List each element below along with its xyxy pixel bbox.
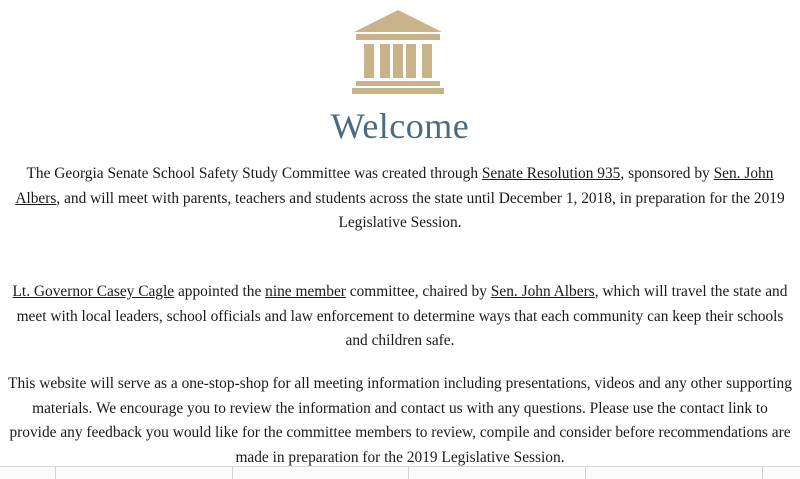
chair-link[interactable]: Sen. John Albers bbox=[490, 283, 595, 300]
lt-governor-link[interactable]: Lt. Governor Casey Cagle bbox=[12, 283, 175, 300]
nine-member-link[interactable]: nine member bbox=[265, 283, 346, 300]
intro-paragraph: The Georgia Senate School Safety Study Committee was created through Senate Resolution 935, sponsored by Sen. John Albers, and will meet with parents, teachers and students across the state until December 1, 2018, in preparation for the 2019 Legislative Session. bbox=[15, 165, 785, 231]
website-paragraph: This website will serve as a one-stop-shop for all meeting information including presentations, videos and any other supporting materials. We encourage you to review the information and contact us with any questions. Please use the contact link to provide any feedback you would like for the committee members to review, compile and consider before recommendations are made in preparation for the 2019 Legislative Session. bbox=[8, 375, 792, 466]
senate-resolution-link[interactable]: Senate Resolution 935 bbox=[481, 165, 621, 182]
sponsor-link[interactable]: Sen. John Albers bbox=[15, 165, 774, 207]
page-title: Welcome bbox=[330, 106, 470, 146]
bottom-divider bbox=[0, 466, 800, 479]
committee-paragraph: Lt. Governor Casey Cagle appointed the nine member committee, chaired by Sen. John Albers, which will travel the state and meet with local leaders, school officials and law enforcement to determine ways that each community can keep their schools and children safe. bbox=[12, 283, 788, 349]
capitol-building-icon bbox=[352, 10, 444, 94]
